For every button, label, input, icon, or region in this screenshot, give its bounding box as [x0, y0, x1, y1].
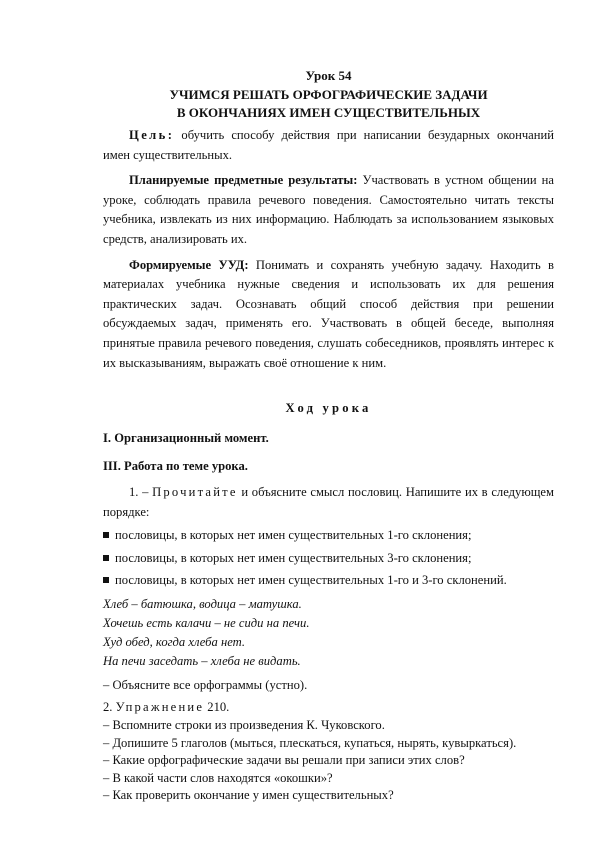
- lesson-number: Урок 54: [305, 68, 352, 83]
- question-add-verbs: – Допишите 5 глаголов (мыться, плескаться, купаться, нырять, кувыркаться).: [103, 735, 517, 750]
- section-main-work: III. Работа по теме урока.: [103, 459, 248, 474]
- lesson-title-line-1: УЧИМСЯ РЕШАТЬ ОРФОГРАФИЧЕСКИЕ ЗАДАЧИ: [169, 87, 488, 102]
- proverb: Хлеб – батюшка, водица – матушка.: [103, 596, 302, 611]
- question-recall: – Вспомните строки из произведения К. Чуковского.: [103, 718, 385, 733]
- exercise-label: Упражнение: [115, 700, 205, 715]
- exercise-line: [103, 699, 554, 717]
- results-text: Участвовать в устном общении на уроке, соблюдать правила речевого поведения. Самостоятельно читать тексты учебника, извлекать из них информацию. Наблюдать за использованием языковых средств, анализировать их.: [103, 173, 554, 246]
- goal-label: Цель:: [129, 128, 175, 142]
- proverb: Худ обед, когда хлеба нет.: [103, 634, 246, 649]
- list-item: пословицы, в которых нет имен существительных 3-го склонения;: [103, 549, 554, 569]
- goal-paragraph: [103, 126, 554, 165]
- proverb: На печи заседать – хлеба не видать.: [103, 653, 301, 668]
- uud-paragraph: [103, 256, 554, 374]
- course-heading: Ход урока: [285, 401, 372, 416]
- results-label: Планируемые предметные результаты:: [129, 173, 358, 188]
- task-1-text: и объясните смысл пословиц. Напишите их в следующем порядке:: [103, 484, 554, 519]
- lesson-title-line-2: В ОКОНЧАНИЯХ ИМЕН СУЩЕСТВИТЕЛЬНЫХ: [176, 105, 481, 120]
- question-spelling-tasks: – Какие орфографические задачи вы решали при записи этих слов?: [103, 753, 465, 768]
- section-organizational: I. Организационный момент.: [103, 430, 269, 445]
- square-bullet-icon: [103, 532, 109, 538]
- task-1-verb: Прочитайте: [152, 484, 238, 499]
- square-bullet-icon: [103, 555, 109, 561]
- proverb: Хочешь есть калачи – не сиди на печи.: [103, 615, 310, 630]
- goal-text: обучить способу действия при написании безударных окончаний имен существительных.: [103, 128, 554, 162]
- explain-spellings: – Объясните все орфограммы (устно).: [103, 677, 308, 692]
- task-1-paragraph: [103, 483, 554, 522]
- uud-label: Формируемые УУД:: [129, 257, 249, 272]
- question-word-part: – В какой части слов находятся «окошки»?: [103, 770, 333, 785]
- results-paragraph: [103, 171, 554, 249]
- document-page: [103, 66, 554, 805]
- task-1-number: 1. –: [129, 484, 153, 499]
- exercise-number: 2.: [103, 700, 116, 715]
- uud-text: Понимать и сохранять учебную задачу. Находить в материалах учебника нужные сведения и использовать их для решения практических задач. Осознавать общий способ действия при решении обсуждаемых задач, применять его. Участвовать в общей беседе, выполняя принятые правила речевого поведения, слушать собеседников, проявлять интерес к их высказываниям, выражать своё отношение к ним.: [103, 257, 554, 370]
- exercise-num: 210.: [204, 700, 230, 715]
- proverb-order-list: [103, 526, 554, 591]
- proverbs-block: [103, 595, 554, 671]
- list-item: пословицы, в которых нет имен существительных 1-го и 3-го склонений.: [103, 571, 554, 591]
- question-check-ending: – Как проверить окончание у имен существительных?: [103, 788, 394, 803]
- square-bullet-icon: [103, 577, 109, 583]
- list-item: пословицы, в которых нет имен существительных 1-го склонения;: [103, 526, 554, 546]
